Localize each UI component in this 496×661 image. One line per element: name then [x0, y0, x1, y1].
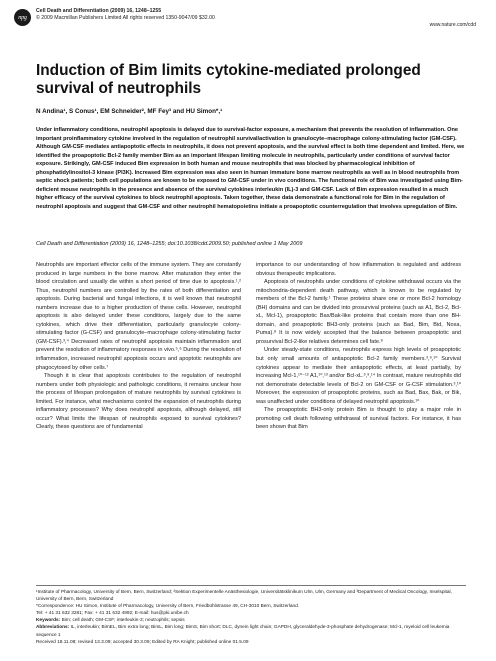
abbreviations	[36, 624, 466, 638]
abbreviations-label: Abbreviations:	[36, 625, 70, 631]
keywords	[36, 617, 466, 624]
journal-url[interactable]: www.nature.com/cdd	[429, 22, 476, 29]
article-citation: Cell Death and Differentiation (2009) 16, 1248–1255; doi:10.1038/cdd.2009.50; published online 1 May 2009	[36, 241, 303, 247]
body-column-left	[36, 261, 241, 432]
received-dates: Received 18.11.08; revised 13.3.09; accepted 30.3.09; Edited by RA Knight; published online 01.5.09	[36, 639, 249, 645]
keywords-label: Keywords:	[36, 618, 61, 624]
keywords-text: Bim; cell death; GM-CSF; interleukin-3; neutrophils; sepsis	[61, 618, 185, 624]
affiliations: ¹Institute of Pharmacology, University of Bern, Bern, Switzerland; ²Sektion Experimentelle Anästhesiologie, Universitätsklinikum Ulm, Ulm, Germany and ³Department of Medical Oncology, Inselspital, University of Bern, Bern, Switzerland	[36, 590, 452, 603]
abbreviations-text: IL, interleukin; BimEL, Bim extra long; BimL, Bim long; BimS, Bim short; DLC, dynein light chain; GAPDH, glyceraldehyde-3-phosphate dehydrogenase; Mcl-1, myeloid cell leukemia sequence 1	[36, 625, 450, 638]
logo-text: npg	[18, 14, 27, 21]
body-column-right	[256, 261, 461, 432]
journal-citation-line: Cell Death and Differentiation (2009) 16, 1248–1255	[36, 8, 162, 14]
footnotes	[36, 589, 466, 646]
body-paragraph: Under steady-state conditions, neutrophils express high levels of proapoptotic but only small amounts of antiapoptotic Bcl-2 family members.³,⁹,¹⁰ Survival cytokines appear to mediate their antiapoptotic effects, at least partially, by increasing Mcl-1,¹⁰⁻¹² A1,¹⁰,¹³ and/or Bcl-xL.³,⁹,¹⁴ In contrast, mature neutrophils did not demonstrate detectable levels of Bcl-2 on GM-CSF or G-CSF stimulation.³,¹⁰ Moreover, the expression of proapoptotic proteins, such as Bad, Bax, Bak, or Bik, was unaffected under conditions of delayed neutrophil apoptosis.¹⁰	[256, 347, 461, 405]
author-list: N Andina¹, S Conus¹, EM Schneider², MF Fey³ and HU Simon*,¹	[36, 108, 223, 115]
copyright-line: © 2009 Macmillan Publishers Limited All rights reserved 1350-9047/09 $32.00	[36, 15, 215, 22]
article-title: Induction of Bim limits cytokine-mediated prolonged survival of neutrophils	[36, 62, 421, 97]
journal-header	[36, 8, 476, 29]
contact-info: Tel: + 41 31 632 3281; Fax: + 41 31 632 4992; E-mail: hus@pki.unibe.ch	[36, 611, 189, 617]
body-paragraph: Apoptosis of neutrophils under conditions of cytokine withdrawal occurs via the mitochondria-dependent death pathway, which is known to be regulated by members of the Bcl-2 family.¹ These proteins share one or more Bcl-2 homology (BH) domains and can be divided into prosurvival proteins (such as A1, Bcl-2, Bcl-xL, Mcl-1), proapoptotic Bax/Bak-like proteins that contain more than one BH-domain, and proapoptotic BH3-only proteins (such as Bad, Bim, Bid, Noxa, Puma).⁸ It is now widely accepted that the balance between proapoptotic and prosurvival Bcl-2-like relatives determines cell fate.⁸	[256, 279, 461, 345]
abstract: Under inflammatory conditions, neutrophil apoptosis is delayed due to survival-factor exposure, a mechanism that prevents the resolution of inflammation. One important proinflammatory cytokine involved in the regulation of neutrophil survival/activation is granulocyte–macrophage colony-stimulating factor (GM-CSF). Although GM-CSF mediates antiapoptotic effects in neutrophils, it does not prevent apoptosis, and the survival effect is both time dependent and limited. Here, we identified the proapoptotic Bcl-2 family member Bim as an important lifespan limiting molecule in neutrophils, particularly under conditions of survival factor exposure. Strikingly, GM-CSF induced Bim expression in both human and mouse neutrophils that was blocked by pharmacological inhibition of phosphatidylinositol-3 kinase (PI3K). Increased Bim expression was also seen in human immature bone marrow neutrophils as well as in blood neutrophils from septic shock patients; both cell populations are known to be exposed to GM-CSF under in vivo conditions. The functional role of Bim was investigated using Bim-deficient mouse neutrophils in the presence and absence of the survival cytokines interleukin (IL)-3 and GM-CSF. Lack of Bim expression resulted in a much higher efficacy of the survival cytokines to block neutrophil apoptosis. Taken together, these data demonstrate a functional role for Bim in the regulation of neutrophil apoptosis and suggest that GM-CSF and other neutrophil hematopoietins initiate a proapoptotic counterregulation that involves upregulation of Bim.	[36, 127, 465, 210]
body-paragraph: importance to our understanding of how inflammation is regulated and address obvious therapeutic implications.	[256, 262, 461, 277]
body-paragraph: The proapoptotic BH3-only protein Bim is thought to play a major role in promoting cell death following withdrawal of survival factors. For instance, it has been shown that Bim	[256, 407, 461, 431]
correspondence: *Correspondence: HU Simon, Institute of Pharmacology, University of Bern, Friedbühlstrasse 49, CH-3010 Bern, Switzerland.	[36, 604, 300, 610]
journal-logo	[14, 9, 31, 26]
footnote-divider	[36, 585, 466, 586]
body-paragraph: Neutrophils are important effector cells of the immune system. They are constantly produced in large numbers in the bone marrow. After maturation they enter the blood circulation and usually die within a short period of time due to apoptosis.¹,² Thus, neutrophil numbers are controlled by the rates of both differentiation and apoptosis. During bacterial and fungal infections, it is well known that neutrophil numbers increase due to a higher production of these cells. However, neutrophil apoptosis is also delayed under these conditions, largely due to the same cytokines, which drive their differentiation, particularly granulocyte colony-stimulating factor (G-CSF) and granulocyte–macrophage colony-stimulating factor (GM-CSF).³,⁴ Decreased rates of neutrophil apoptosis maintain inflammation and prevent the resolution of inflammatory responses in vivo.⁵,⁶ During the resolution of inflammation, increased neutrophil apoptosis occurs and apoptotic neutrophils are phagocytosed by other cells.⁷	[36, 262, 241, 371]
body-paragraph: Though it is clear that apoptosis contributes to the regulation of neutrophil numbers under both physiologic and pathologic conditions, it remains unclear how the process of lifespan prolongation of mature neutrophils by survival cytokines is limited. For instance, what mechanisms control the expansion of neutrophils during inflammatory processes? Why does neutrophil apoptosis, although delayed, still occur? What limits the lifespan of neutrophils exposed to survival cytokines? Clearly, these questions are of fundamental	[36, 373, 241, 431]
